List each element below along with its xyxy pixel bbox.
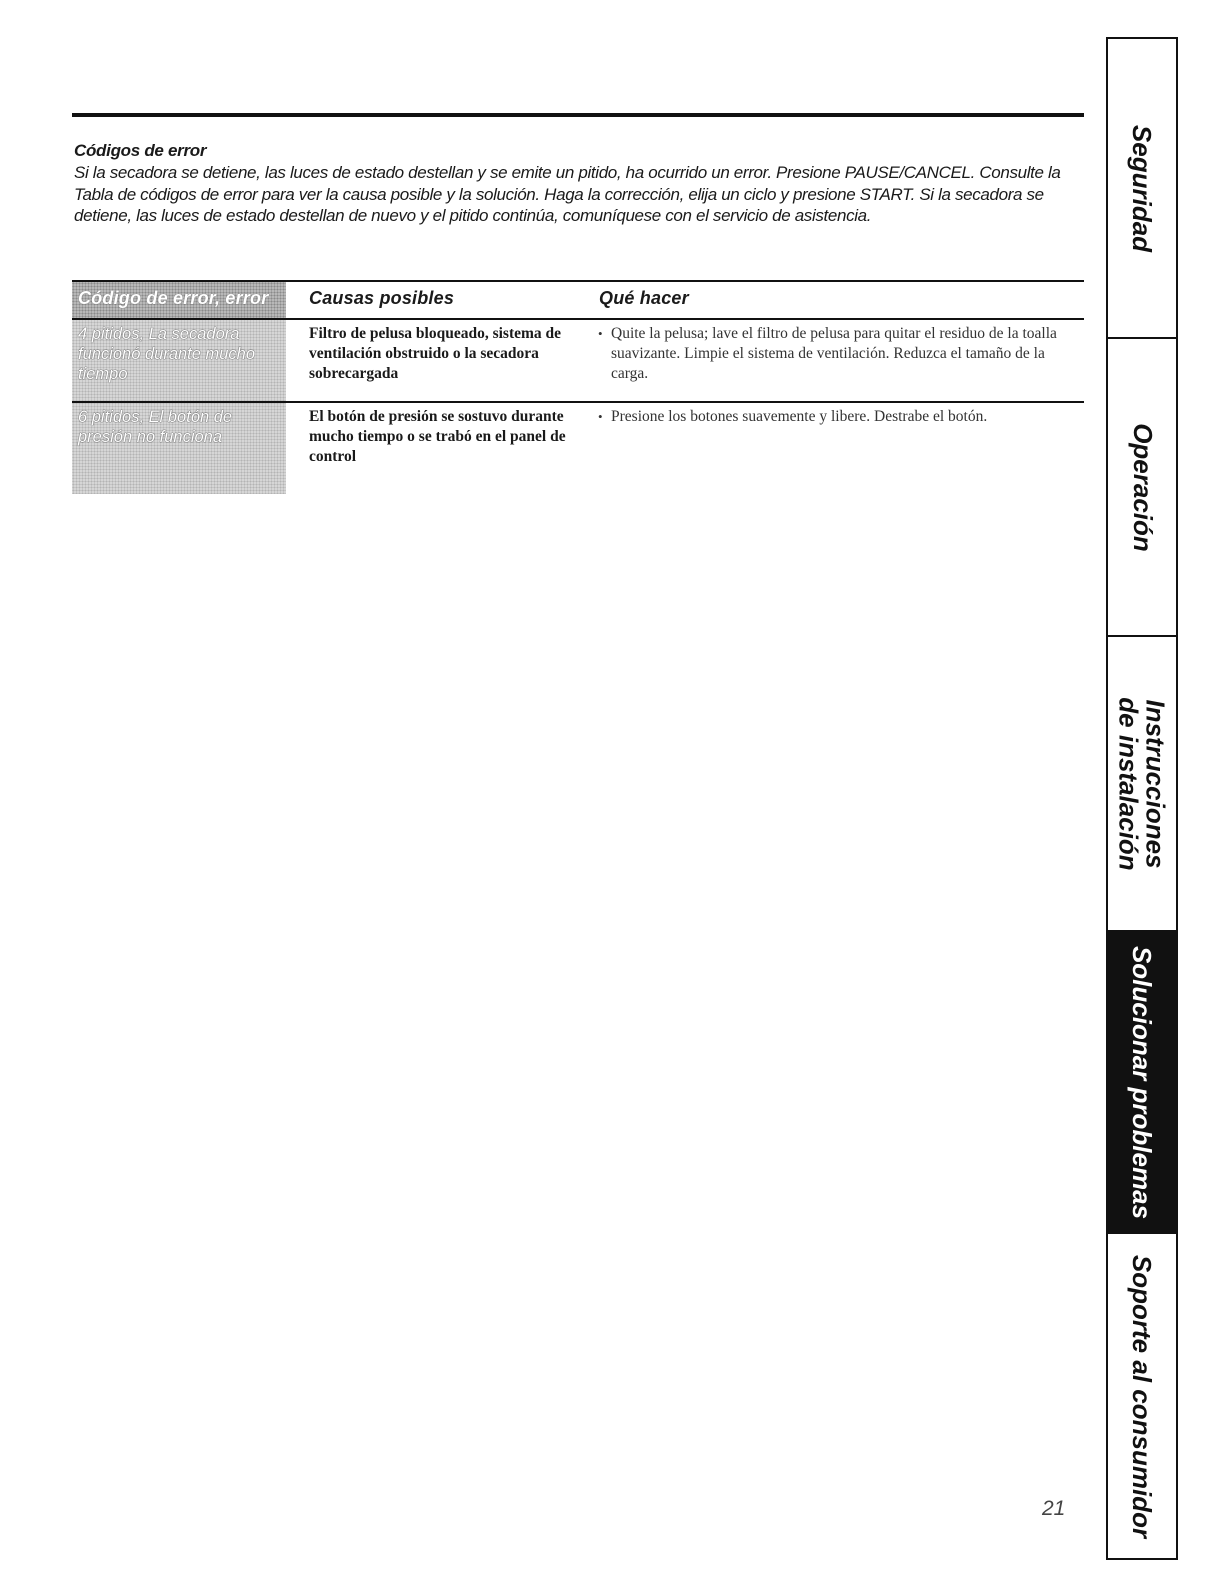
- header-rule: [72, 318, 1084, 320]
- bullet-icon: •: [598, 326, 603, 341]
- row-2-fix-text: Presione los botones suavemente y libere. Destrabe el botón.: [611, 408, 988, 425]
- row-2-code: 6 pitidos, El botón de presión no funciona: [78, 408, 233, 446]
- tab-solucionar-problemas[interactable]: [1108, 932, 1176, 1234]
- page-number: 21: [1042, 1497, 1066, 1520]
- row-1-code: 4 pitidos, La secadora funcionó durante mucho tiempo: [78, 325, 256, 383]
- row-2-cause: El botón de presión se sostuvo durante mucho tiempo o se trabó en el panel de control: [309, 408, 566, 465]
- header-what-to-do: Qué hacer: [599, 288, 689, 308]
- table-top-rule: [72, 280, 1084, 282]
- tab-seguridad[interactable]: [1108, 39, 1176, 339]
- header-error-code: Código de error, error: [78, 288, 269, 308]
- top-rule: [72, 113, 1084, 117]
- tab-instrucciones-line-2: de instalación: [1114, 696, 1145, 871]
- tab-soporte-label: Soporte al consumidor: [1127, 1254, 1158, 1538]
- tab-soporte-consumidor[interactable]: [1108, 1234, 1176, 1558]
- row-1-fix: [598, 324, 1068, 384]
- row-1-cause: Filtro de pelusa bloqueado, sistema de ventilación obstruido o la secadora sobrecargada: [309, 325, 562, 382]
- tab-seguridad-label: Seguridad: [1127, 124, 1158, 252]
- tab-operacion-label: Operación: [1127, 422, 1158, 552]
- row-divider: [72, 401, 1084, 403]
- tab-instrucciones-label: [1114, 696, 1172, 871]
- tab-instrucciones-line-1: Instrucciones: [1141, 698, 1172, 869]
- tab-instrucciones-instalacion[interactable]: [1108, 637, 1176, 932]
- row-2-fix: [598, 407, 1068, 427]
- bullet-icon: •: [598, 409, 603, 424]
- section-tabs: [1106, 37, 1178, 1560]
- tab-solucionar-label: Solucionar problemas: [1127, 945, 1158, 1219]
- tab-operacion[interactable]: [1108, 339, 1176, 637]
- header-causes: Causas posibles: [309, 288, 455, 308]
- intro-paragraph: Si la secadora se detiene, las luces de estado destellan y se emite un pitido, ha ocurrido un error. Presione PAUSE/CANCEL. Consulte la Tabla de códigos de error para ver la causa posible y la solución. Haga la corrección, elija un ciclo y presione START. Si la secadora se detiene, las luces de estado destellan de nuevo y el pitido continúa, comuníquese con el servicio de asistencia.: [74, 163, 1061, 225]
- row-1-fix-text: Quite la pelusa; lave el filtro de pelusa para quitar el residuo de la toalla suavizante. Limpie el sistema de ventilación. Reduzca el tamaño de la carga.: [611, 325, 1057, 382]
- section-title: Códigos de error: [74, 141, 207, 160]
